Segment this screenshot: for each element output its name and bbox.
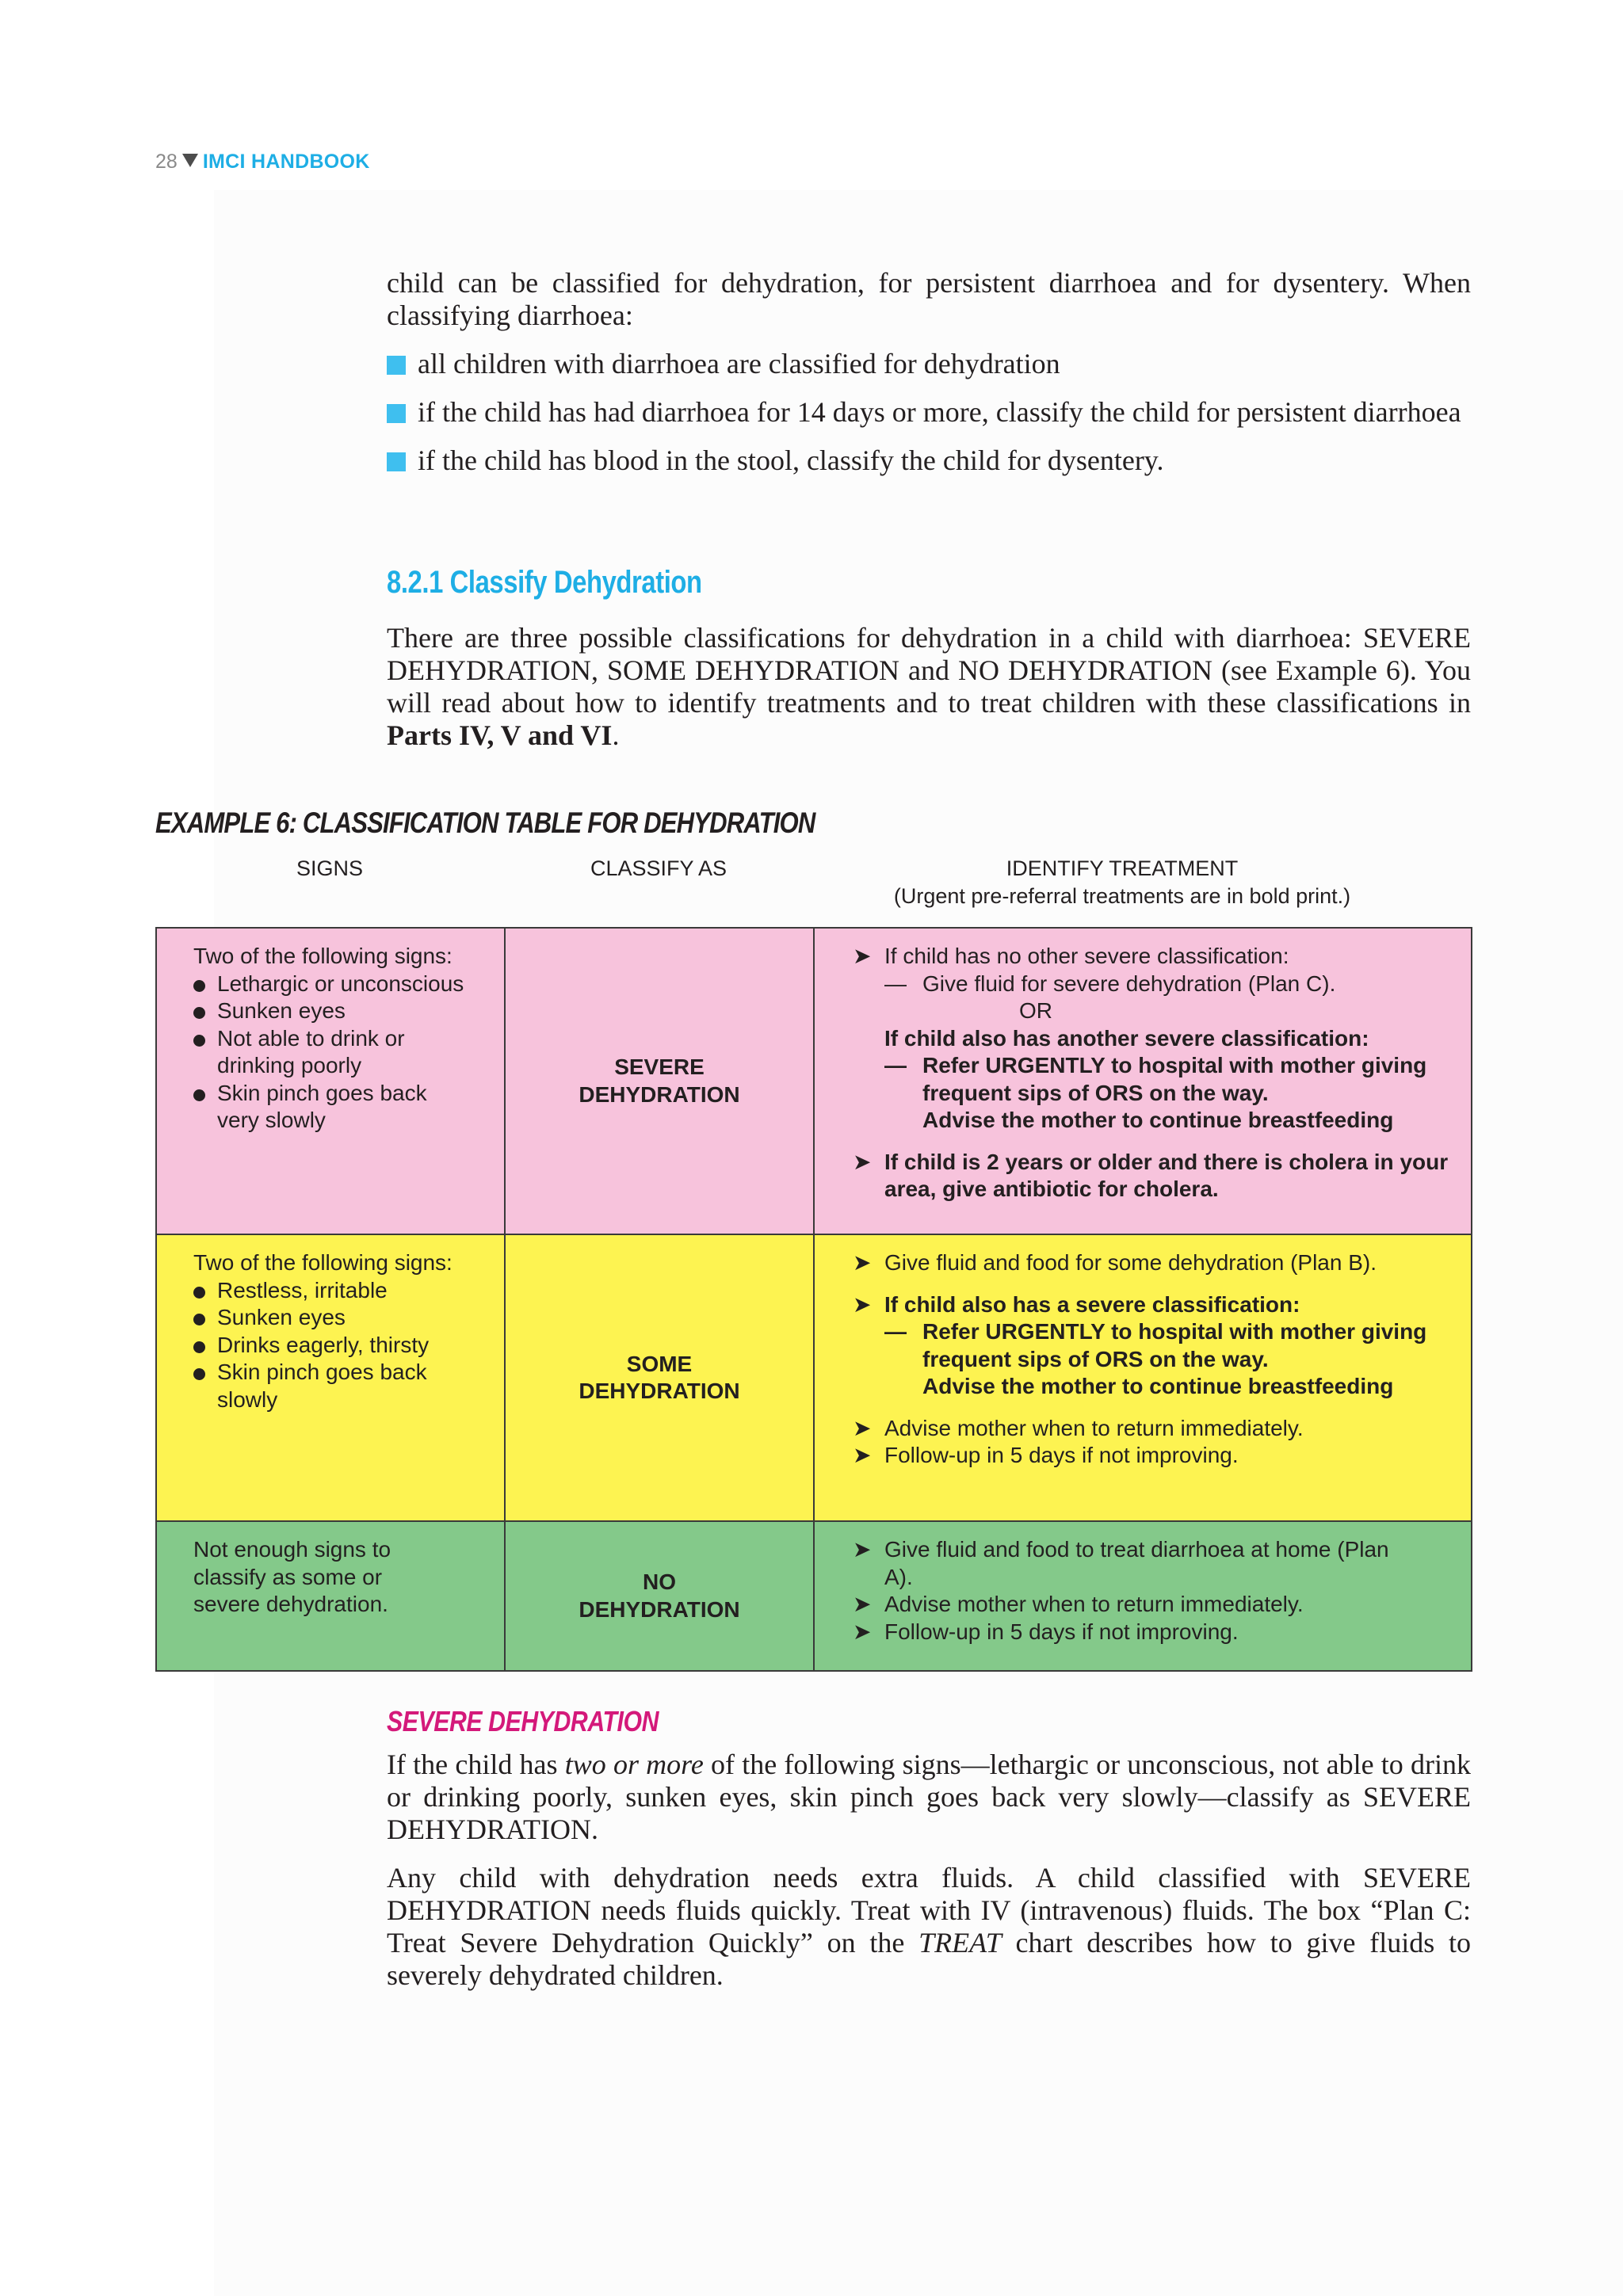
arrow-icon: ➤ <box>853 1592 872 1616</box>
arrow-icon: ➤ <box>853 1443 872 1467</box>
sign-text: Skin pinch goes back very slowly <box>217 1080 427 1132</box>
sign-item <box>193 1304 504 1332</box>
spacer <box>853 1277 1455 1291</box>
severe-signs-cell <box>156 928 505 1234</box>
sign-item <box>193 1332 504 1360</box>
treatment-text: Advise mother when to return immediately. <box>884 1592 1304 1616</box>
treatment-header-title: IDENTIFY TREATMENT <box>1006 856 1239 880</box>
some-classification-cell <box>505 1234 814 1521</box>
treatment-line <box>853 1591 1455 1619</box>
square-bullet-icon <box>387 356 406 375</box>
dash-icon: — <box>884 1319 907 1344</box>
treatment-text: Advise mother when to return immediately. <box>884 1415 1304 1440</box>
spacer <box>853 1135 1455 1149</box>
severe-treatment-cell <box>814 928 1472 1234</box>
bullet-dot-icon <box>193 1035 205 1047</box>
treatment-text: If child is 2 years or older and there is cholera in your area, give antibiotic for cholera. <box>884 1149 1449 1201</box>
arrow-icon: ➤ <box>853 1149 872 1174</box>
classification-label: DEHYDRATION <box>579 1379 740 1403</box>
treatment-text: Follow-up in 5 days if not improving. <box>884 1443 1239 1467</box>
classification-label: SEVERE <box>614 1055 705 1079</box>
square-bullet-icon <box>387 452 406 471</box>
treatment-text: Refer URGENTLY to hospital with mother giving frequent sips of ORS on the way. <box>922 1319 1427 1371</box>
sign-item <box>193 1277 504 1305</box>
column-header-signs: SIGNS <box>296 856 364 880</box>
bullet-text: all children with diarrhoea are classified for dehydration <box>418 348 1060 379</box>
treatment-text: Give fluid for severe dehydration (Plan C). <box>922 971 1336 996</box>
treatment-line <box>853 1249 1455 1277</box>
paragraph-text: If the child has <box>387 1749 565 1780</box>
list-item <box>387 396 1471 429</box>
sign-item <box>193 971 504 998</box>
treatment-line <box>853 943 1455 971</box>
sign-item <box>193 1080 447 1135</box>
intro-paragraph: child can be classified for dehydration, for persistent diarrhoea and for dysentery. When classifying diarrhoea: <box>387 267 1471 331</box>
treatment-line <box>853 1149 1455 1203</box>
signs-intro: Two of the following signs: <box>193 944 453 968</box>
sign-text: Restless, irritable <box>217 1277 388 1302</box>
intro-bullet-list <box>387 348 1471 477</box>
sign-text: Lethargic or unconscious <box>217 971 464 996</box>
no-signs-cell <box>156 1521 505 1671</box>
paragraph-end: . <box>612 719 620 751</box>
bullet-dot-icon <box>193 1314 205 1325</box>
treatment-line: Advise the mother to continue breastfeeding <box>922 1108 1394 1132</box>
treatment-line <box>853 971 1455 998</box>
arrow-icon: ➤ <box>853 1291 872 1317</box>
list-item <box>387 444 1471 477</box>
bullet-dot-icon <box>193 1368 205 1380</box>
bullet-dot-icon <box>193 1341 205 1353</box>
paragraph-text: chart describes how to give fluids to severely dehydrated children. <box>387 1927 1471 1991</box>
column-header-classify: CLASSIFY AS <box>590 856 727 880</box>
paragraph-text: There are three possible classifications for dehydration in a child with diarrhoea: SEVERE DEHYDRATION, SOME DEHYDRATION and NO DEHYDRATION (see Example 6). You will read about how to identify treatments and to treat children with these classifications in <box>387 622 1471 719</box>
sign-text: Sunken eyes <box>217 1305 346 1329</box>
classification-table <box>155 927 1472 1672</box>
emphasis: two or more <box>564 1749 704 1780</box>
dash-icon: — <box>884 1053 907 1077</box>
paragraph-text: Any child with dehydration needs extra fluids. A child classified with SEVERE DEHYDRATION needs fluids quickly. Treat with IV (intravenous) fluids. The box “Plan C: Treat Severe Dehydration Quickly” on the <box>387 1862 1471 1958</box>
arrow-icon: ➤ <box>853 1619 872 1644</box>
signs-text: Not enough signs to classify as some or severe dehydration. <box>193 1537 391 1616</box>
arrow-icon: ➤ <box>853 944 872 968</box>
severe-classification-cell <box>505 928 814 1234</box>
arrow-icon: ➤ <box>853 1250 872 1275</box>
bullet-dot-icon <box>193 980 205 992</box>
treatment-line <box>853 1442 1455 1470</box>
bullet-text: if the child has blood in the stool, classify the child for dysentery. <box>418 444 1164 476</box>
dash-icon: — <box>884 971 907 996</box>
no-treatment-cell <box>814 1521 1472 1671</box>
signs-intro: Two of the following signs: <box>193 1250 453 1275</box>
treatment-text: Give fluid and food to treat diarrhoea at home (Plan A). <box>884 1537 1389 1589</box>
section-heading: 8.2.1 Classify Dehydration <box>387 565 702 600</box>
arrow-icon: ➤ <box>853 1537 872 1562</box>
or-separator: OR <box>1019 998 1052 1023</box>
arrow-icon: ➤ <box>853 1415 872 1440</box>
sign-item <box>193 1025 431 1080</box>
intro-block <box>387 267 1471 477</box>
example-title: EXAMPLE 6: CLASSIFICATION TABLE FOR DEHYDRATION <box>155 807 815 839</box>
treatment-line <box>853 1536 1392 1591</box>
treatment-text: Refer URGENTLY to hospital with mother giving frequent sips of ORS on the way. <box>922 1053 1427 1105</box>
bullet-text: if the child has had diarrhoea for 14 days or more, classify the child for persistent diarrhoea <box>418 396 1461 428</box>
table-row-some <box>156 1234 1472 1521</box>
triangle-down-icon <box>182 154 198 167</box>
classification-label: DEHYDRATION <box>579 1596 740 1622</box>
bullet-dot-icon <box>193 1089 205 1101</box>
bullet-dot-icon <box>193 1287 205 1299</box>
section-paragraph-block <box>387 622 1471 752</box>
treatment-line: Advise the mother to continue breastfeeding <box>922 1374 1394 1398</box>
severe-dehydration-heading: SEVERE DEHYDRATION <box>387 1705 659 1737</box>
treatment-header-note: (Urgent pre-referral treatments are in bold print.) <box>893 884 1351 908</box>
table-row-severe <box>156 928 1472 1234</box>
treatment-line <box>853 1052 1455 1107</box>
no-classification-cell <box>505 1521 814 1671</box>
sign-text: Sunken eyes <box>217 998 346 1023</box>
sign-text: Drinks eagerly, thirsty <box>217 1332 430 1357</box>
sign-item <box>193 1359 447 1413</box>
sign-item <box>193 997 504 1025</box>
classification-label: SOME <box>626 1351 693 1376</box>
classification-label: DEHYDRATION <box>579 1081 740 1107</box>
treatment-text: Follow-up in 5 days if not improving. <box>884 1619 1239 1644</box>
book-title: IMCI HANDBOOK <box>202 151 370 173</box>
running-header <box>155 151 370 174</box>
sign-text: Not able to drink or drinking poorly <box>217 1025 405 1077</box>
classification-label: NO <box>643 1569 676 1594</box>
treatment-text: Give fluid and food for some dehydration (Plan B). <box>884 1250 1377 1275</box>
table-row-no <box>156 1521 1472 1671</box>
parts-reference: Parts IV, V and VI <box>387 719 613 751</box>
treatment-text: If child also has a severe classification: <box>884 1291 1300 1317</box>
square-bullet-icon <box>387 404 406 423</box>
severe-paragraph-2 <box>387 1862 1471 1992</box>
some-signs-cell <box>156 1234 505 1521</box>
bullet-dot-icon <box>193 1007 205 1019</box>
severe-paragraph-1 <box>387 1749 1471 1846</box>
treatment-line: If child also has another severe classification: <box>884 1025 1369 1051</box>
column-header-treatment <box>813 856 1431 909</box>
treatment-line <box>853 1415 1455 1443</box>
treatment-text: If child has no other severe classification: <box>884 944 1289 968</box>
sign-text: Skin pinch goes back slowly <box>217 1360 427 1412</box>
list-item <box>387 348 1471 380</box>
some-treatment-cell <box>814 1234 1472 1521</box>
treatment-line <box>853 1619 1455 1646</box>
severe-section-body <box>387 1749 1471 1992</box>
treatment-line <box>853 1291 1455 1319</box>
spacer <box>853 1401 1455 1415</box>
section-paragraph <box>387 622 1471 752</box>
paragraph-text: of the following signs—lethargic or unconscious, not able to drink or drinking poorly, sunken eyes, skin pinch goes back very slowly—classify as SEVERE DEHYDRATION. <box>387 1749 1471 1845</box>
page-number: 28 <box>155 151 178 173</box>
emphasis: TREAT <box>918 1927 1002 1958</box>
treatment-line <box>853 1318 1455 1373</box>
